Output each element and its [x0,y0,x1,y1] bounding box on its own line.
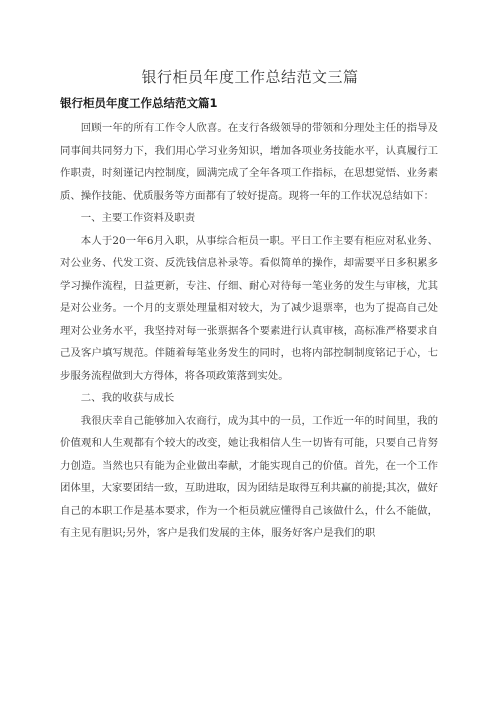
document-title: 银行柜员年度工作总结范文三篇 [141,68,359,86]
paragraph-growth: 我很庆幸自己能够加入农商行，成为其中的一员，工作近一年的时间里，我的价值观和人生观都有个较大的改变，她让我相信人生一切皆有可能，只要自己肯努力创造。当然也只有能为企业做出奉献，才能实现自己的价值。首先，在一个工作团体里，大家要团结一致，互助进取，因为团结是取得互利共赢的前提;其次，做好自己的本职工作是基本要求，作为一个柜员就应懂得自己该做什么，什么不能做，有主见有胆识;另外，客户是我们发展的主体，服务好客户是我们的职 [60,414,438,539]
paragraph-intro: 回顾一年的所有工作令人欣喜。在支行各级领导的带领和分理处主任的指导及同事间共同努力下，我们用心学习业务知识，增加各项业务技能水平，认真履行工作职责，时刻谨记内控制度，圆满完成了全年各项工作指标，在思想觉悟、业务素质、操作技能、优质服务等方面都有了较好提高。现将一年的工作状况总结如下： [60,122,438,202]
document-body [60,117,438,545]
section-heading: 银行柜员年度工作总结范文篇1 [60,96,218,110]
subheading-growth: 二、我的收获与成长 [80,392,175,404]
subheading-duties: 一、主要工作资料及职责 [80,212,196,224]
paragraph-duties: 本人于20一年6月入职，从事综合柜员一职。平日工作主要有柜应对私业务、对公业务、代发工资、反洗钱信息补录等。看似简单的操作，却需要平日多积累多学习操作流程，日益更新，专注、仔细、耐心对待每一笔业务的发生与审核，尤其是对公业务。一个月的支票处理量相对较大，为了减少退票率，也为了提高自己处理对公业务水平，我坚持对每一张票据各个要素进行认真审核，高标准严格要求自己及客户填写规范。伴随着每笔业务发生的同时，也将内部控制制度铭记于心，七步服务流程做到大方得体，将各项政策落到实处。 [60,234,438,382]
